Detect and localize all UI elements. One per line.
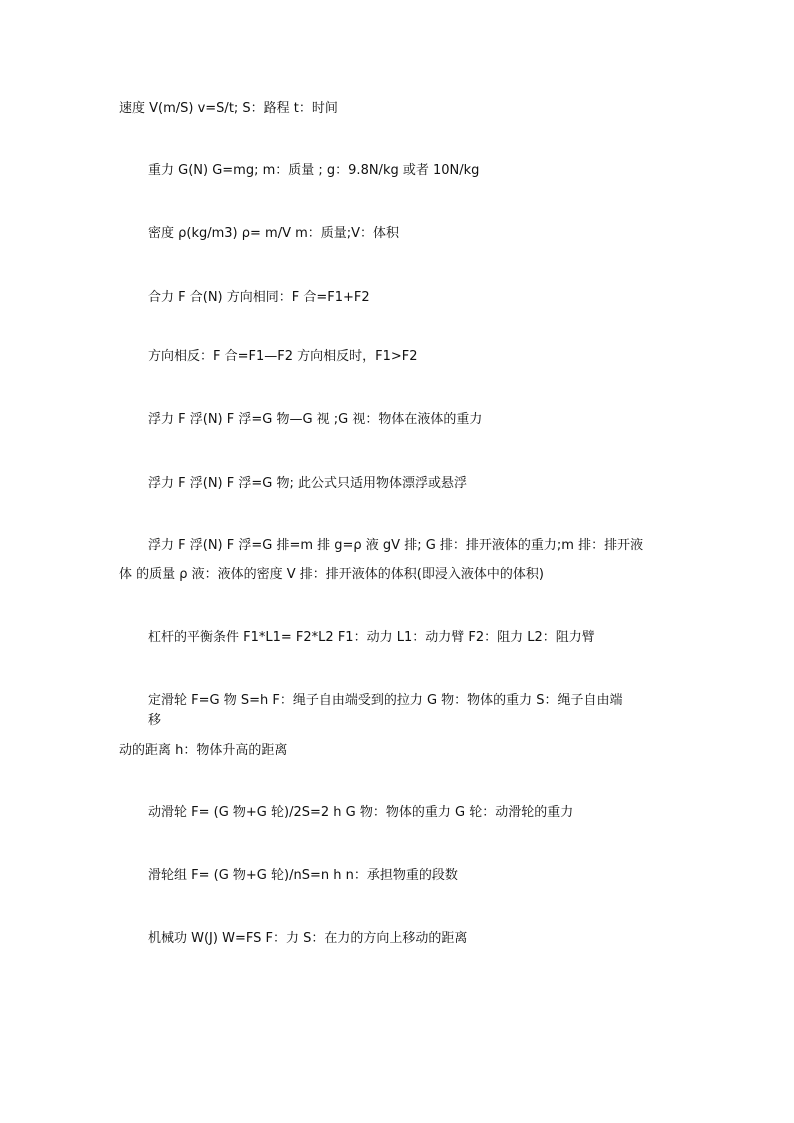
formula-resultant-opposite: 方向相反：F 合=F1—F2 方向相反时，F1>F2: [148, 349, 418, 364]
formula-lever-balance: 杠杆的平衡条件 F1*L1= F2*L2 F1：动力 L1：动力臂 F2：阻力 L2：阻力臂: [148, 630, 595, 645]
formula-resultant-same: 合力 F 合(N) 方向相同：F 合=F1+F2: [148, 290, 370, 305]
formula-buoyancy-weighing: 浮力 F 浮(N) F 浮=G 物—G 视 ;G 视：物体在液体的重力: [148, 412, 483, 427]
formula-movable-pulley: 动滑轮 F= (G 物+G 轮)/2S=2 h G 物：物体的重力 G 轮：动滑轮的重力: [148, 805, 574, 820]
formula-pulley-block: 滑轮组 F= (G 物+G 轮)/nS=n h n：承担物重的段数: [148, 868, 458, 883]
formula-gravity: 重力 G(N) G=mg; m：质量 ; g：9.8N/kg 或者 10N/kg: [148, 163, 480, 178]
formula-archimedes-line2: 体 的质量 ρ 液：液体的密度 V 排：排开液体的体积(即浸入液体中的体积): [119, 567, 544, 582]
formula-fixed-pulley-line3: 动的距离 h：物体升高的距离: [119, 743, 288, 758]
formula-archimedes-line1: 浮力 F 浮(N) F 浮=G 排=m 排 g=ρ 液 gV 排; G 排：排开液体的重力;m 排：排开液: [148, 538, 644, 553]
formula-mechanical-work: 机械功 W(J) W=FS F：力 S：在力的方向上移动的距离: [148, 931, 468, 946]
formula-fixed-pulley-line1: 定滑轮 F=G 物 S=h F：绳子自由端受到的拉力 G 物：物体的重力 S：绳子自由端: [148, 693, 623, 708]
formula-speed: 速度 V(m/S) v=S/t; S：路程 t：时间: [119, 101, 338, 116]
formula-buoyancy-floating: 浮力 F 浮(N) F 浮=G 物; 此公式只适用物体漂浮或悬浮: [148, 476, 467, 491]
formula-fixed-pulley-line2: 移: [148, 713, 162, 728]
formula-density: 密度 ρ(kg/m3) ρ= m/V m：质量;V：体积: [148, 226, 400, 241]
